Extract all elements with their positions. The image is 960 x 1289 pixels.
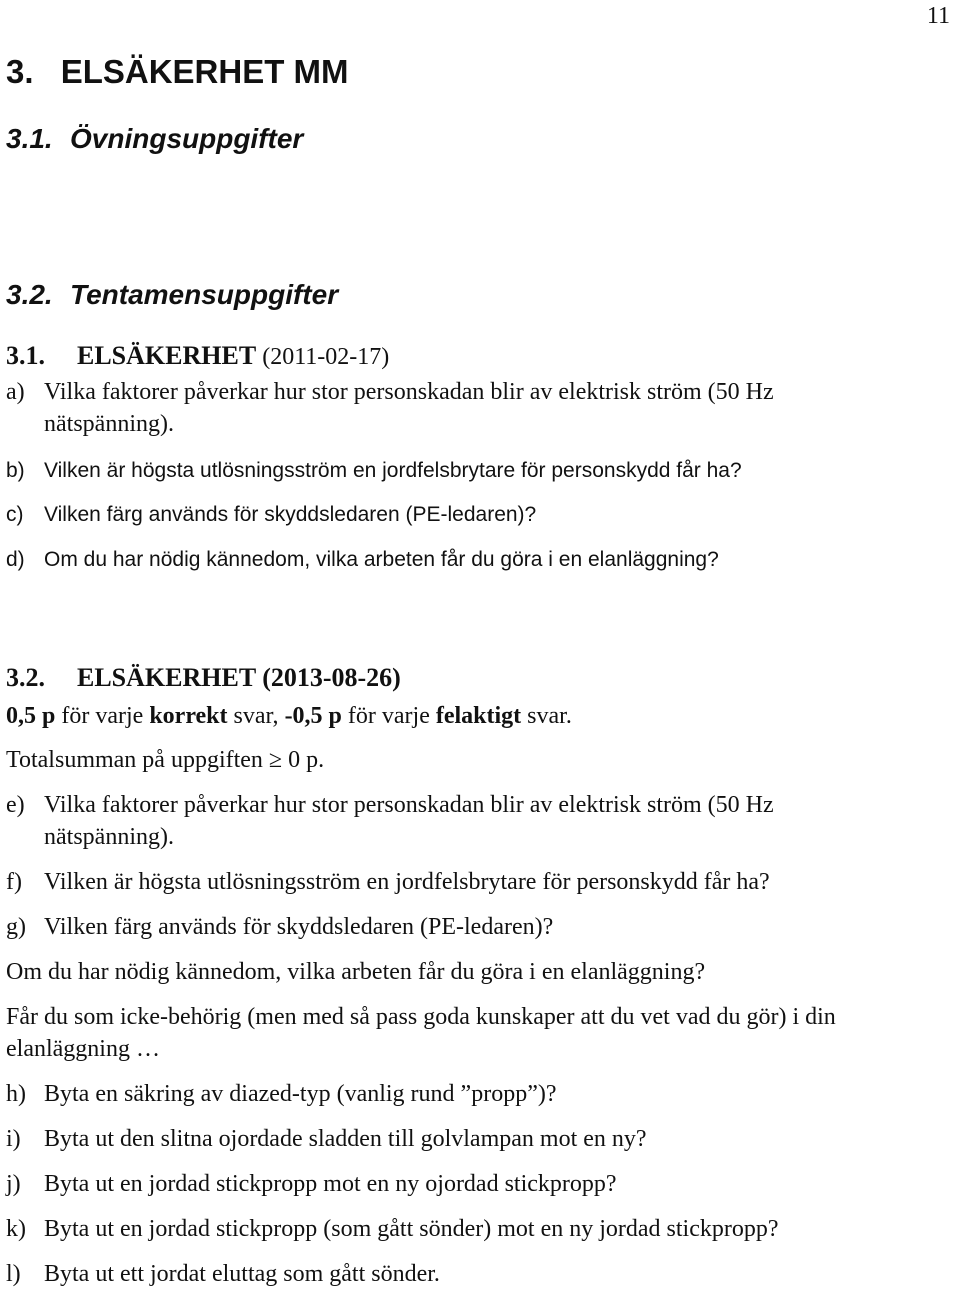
points-minus: -0,5 p [284, 703, 342, 729]
chapter-title: ELSÄKERHET MM [60, 53, 349, 90]
question-h [6, 1080, 556, 1108]
question-text: Byta en säkring av diazed-typ (vanlig rund ”propp”)? [44, 1081, 557, 1107]
question-letter: d) [6, 548, 25, 571]
question-d [6, 546, 719, 574]
question-letter: g) [6, 914, 26, 940]
felaktigt-word: felaktigt [435, 703, 522, 729]
question-letter: i) [6, 1126, 21, 1152]
scoring-rule [6, 702, 572, 730]
question-text: Byta ut en jordad stickpropp (som gått sönder) mot en ny jordad stickpropp? [44, 1216, 779, 1242]
question-letter: k) [6, 1216, 26, 1242]
question-letter: l) [6, 1261, 21, 1287]
question-i [6, 1125, 647, 1153]
question-g [6, 913, 553, 941]
question-text: Vilken är högsta utlösningsström en jordfelsbrytare för personskydd får ha? [44, 459, 742, 482]
scoring-text: svar. [521, 703, 572, 729]
korrekt-word: korrekt [149, 703, 228, 729]
question-text: Byta ut ett jordat eluttag som gått sönder. [44, 1261, 440, 1287]
chapter-number: 3. [6, 53, 34, 90]
points-plus: 0,5 p [6, 703, 56, 729]
question-l [6, 1260, 440, 1288]
exam-title: ELSÄKERHET [77, 341, 256, 370]
question-c [6, 501, 536, 529]
total-sum-rule: Totalsumman på uppgiften ≥ 0 p. [6, 747, 325, 773]
exam-date: (2011-02-17) [262, 344, 390, 370]
question-f [6, 868, 770, 896]
scoring-text: svar, [227, 703, 285, 729]
question-text: Byta ut den slitna ojordade sladden till golvlampan mot en ny? [44, 1126, 647, 1152]
exam-heading-2013 [6, 664, 401, 692]
section-heading-ovningsuppgifter [6, 123, 303, 155]
question-letter: j) [6, 1171, 21, 1197]
scoring-text: för varje [341, 703, 436, 729]
question-text: Vilken färg används för skyddsledaren (PE-ledaren)? [44, 914, 554, 940]
section-number: 3.1. [6, 123, 53, 154]
question-b [6, 457, 742, 485]
chapter-heading [6, 53, 349, 91]
paragraph-icke-behorig-line1: Får du som icke-behörig (men med så pass goda kunskaper att du vet vad du gör) i din [6, 1004, 836, 1030]
paragraph-knowledge: Om du har nödig kännedom, vilka arbeten får du göra i en elanläggning? [6, 959, 706, 985]
question-text: Vilken är högsta utlösningsström en jordfelsbrytare för personskydd får ha? [44, 869, 770, 895]
question-text: Vilken färg används för skyddsledaren (PE-ledaren)? [44, 503, 537, 526]
page-number: 11 [926, 3, 950, 29]
question-k [6, 1215, 779, 1243]
question-letter: c) [6, 503, 24, 526]
section-heading-tentamensuppgifter [6, 279, 338, 311]
question-letter: b) [6, 459, 25, 482]
paragraph-icke-behorig-line2: elanläggning … [6, 1036, 160, 1062]
question-letter: e) [6, 792, 25, 818]
question-text: Byta ut en jordad stickpropp mot en ny ojordad stickpropp? [44, 1171, 617, 1197]
scoring-text: för varje [55, 703, 150, 729]
section-number: 3.2. [6, 279, 53, 310]
question-letter: f) [6, 869, 22, 895]
question-letter: a) [6, 379, 25, 405]
question-e [6, 791, 774, 819]
exam-number: 3.2. [6, 663, 45, 692]
exam-heading-2011 [6, 342, 389, 371]
exam-title: ELSÄKERHET (2013-08-26) [77, 663, 401, 692]
question-text: Om du har nödig kännedom, vilka arbeten får du göra i en elanläggning? [44, 548, 719, 571]
section-title: Tentamensuppgifter [70, 279, 339, 310]
exam-number: 3.1. [6, 341, 45, 370]
question-letter: h) [6, 1081, 26, 1107]
question-j [6, 1170, 617, 1198]
question-a [6, 378, 774, 406]
question-text: Vilka faktorer påverkar hur stor personskadan blir av elektrisk ström (50 Hz [44, 379, 774, 405]
question-a-continued: nätspänning). [44, 411, 174, 437]
question-text: Vilka faktorer påverkar hur stor personskadan blir av elektrisk ström (50 Hz [44, 792, 774, 818]
question-e-continued: nätspänning). [44, 824, 174, 850]
section-title: Övningsuppgifter [70, 123, 304, 154]
